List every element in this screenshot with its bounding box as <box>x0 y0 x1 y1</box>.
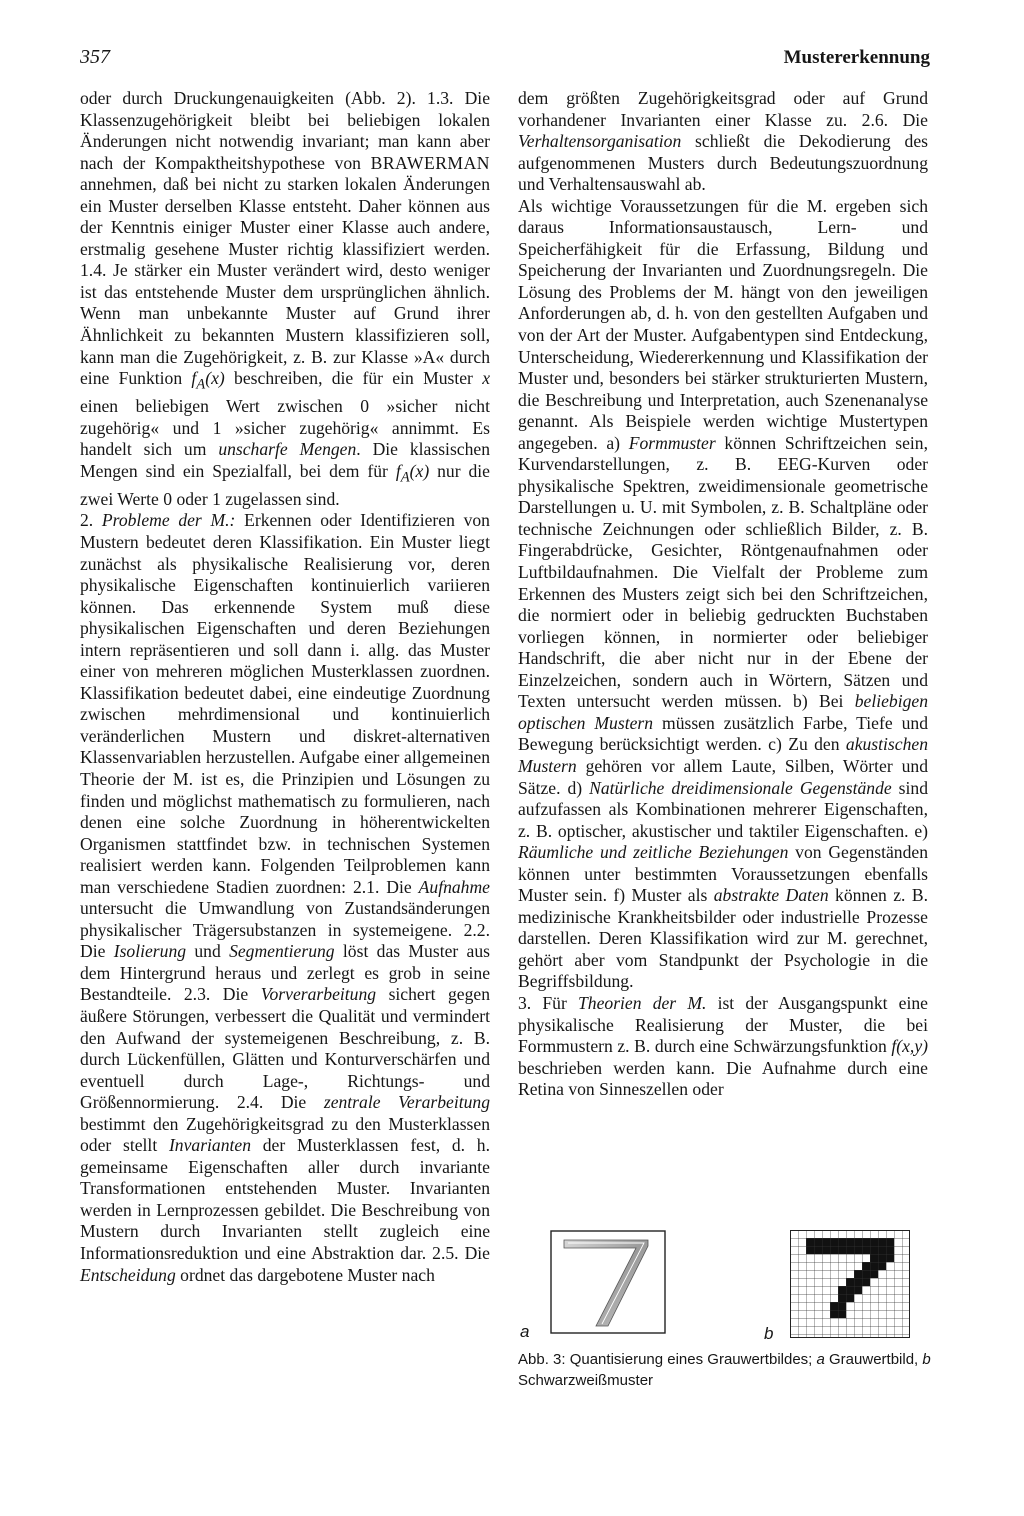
term-italic: Verhaltensorganisation <box>518 131 682 152</box>
text-run: beschreiben, die für ein Muster <box>224 368 483 389</box>
text-run: untersucht die Umwandlung von Zustandsänderungen physikalischer Trägersubstanzen in systemeigene. 2.2. Die <box>80 898 490 962</box>
figure-label-a: a <box>520 1322 530 1341</box>
term-italic: akustischen Mustern <box>518 734 928 776</box>
term-italic: Aufnahme <box>418 876 490 897</box>
term-italic: zentrale Verarbeitung <box>323 1092 490 1113</box>
binary-grid-seven-image <box>790 1230 910 1338</box>
text-run: gehören vor allem Laute, Silben, Wörter und Sätze. d) <box>518 755 928 798</box>
term-italic: unscharfe Mengen <box>218 439 357 460</box>
text-run: können z. B. medizinische Krankheitsbilder oder industrielle Prozesse darstellen. Deren Klassifikation wird zur M. gerechnet, gehört aber vom Standpunkt der Psychologie in die Begriffsbildung. <box>518 885 928 992</box>
page-number: 357 <box>80 46 110 68</box>
text-run: einen beliebigen Wert zwischen 0 »sicher nicht zugehörig« und 1 »sicher zugehörig« annimmt. Es handelt sich um <box>80 396 490 460</box>
text-run: schließt die Dekodierung des aufgenommenen Musters durch Bedeutungszuordnung und Verhaltensauswahl ab. <box>518 131 928 195</box>
text-run: sind aufzufassen als Kombinationen mehrerer Eigenschaften, z. B. optischer, akustischer und taktiler Eigenschaften. e) <box>518 777 928 841</box>
section-heading: Probleme der M.: <box>101 510 236 531</box>
term-italic: abstrakte Daten <box>713 885 829 906</box>
text-run: nur die zwei Werte 0 oder 1 zugelassen sind. <box>80 460 490 509</box>
term-italic: Natürliche dreidimensionale Gegenstände <box>589 777 892 798</box>
section-heading: Theorien der M. <box>578 992 707 1013</box>
math-arg: (x,y) <box>896 1036 928 1057</box>
term-italic: Isolierung <box>113 941 187 962</box>
left-paragraph-1 <box>80 88 490 510</box>
text-run: Erkennen oder Identifizieren von Mustern bedeutet deren Klassifikation. Ein Muster liegt zunächst als physikalische Realisierung vor, deren physikalische Eigenschaften kontinuierlich variieren können. Das erkennende System muß diese physikalischen Eigenschaften und deren Beziehungen intern repräsentieren und soll dann i. allg. das Muster einer von mehreren möglichen Musterklassen zuordnen. Klassifikation bedeutet dabei, eine eindeutige Zuordnung zwischen mehrdimensional und kontinuierlich veränderlichen Mustern und diskret-alternativen Klassenvariablen herzustellen. Aufgabe einer allgemeinen Theorie der M. ist es, die Prinzipien und Lösungen zu finden und möglichst mathematisch zu formulieren, nach denen eine solche Zuordnung in höherentwickelten Organismen stattfindet bzw. in technischen Systemen realisiert werden kann. Folgenden Teilproblemen kann man verschiedene Stadien zuordnen: 2.1. Die <box>80 510 490 897</box>
text-run: 3. Für <box>518 992 578 1013</box>
figure-label-b: b <box>764 1324 774 1343</box>
math-f: f <box>891 1036 897 1057</box>
text-run: dem größten Zugehörigkeitsgrad oder auf Grund vorhandener Invarianten einer Klasse zu. 2.6. Die <box>518 88 928 130</box>
caption-text: Schwarzweißmuster <box>518 1372 654 1389</box>
term-italic: beliebigen optischen Mustern <box>518 691 928 733</box>
math-arg: (x) <box>205 368 225 389</box>
text-run: beschrieben werden kann. Die Aufnahme durch eine Retina von Sinneszellen oder <box>518 1057 928 1100</box>
left-column <box>80 88 490 1286</box>
term-italic: Segmentierung <box>229 941 335 962</box>
text-run: und <box>186 941 230 962</box>
math-subscript: A <box>400 469 410 486</box>
text-run: ist der Ausgangspunkt eine physikalische Realisierung der Muster, die bei Formmustern z. B. durch eine Schwärzungsfunktion <box>518 992 928 1057</box>
text-run: können Schriftzeichen sein, Kurvendarstellungen, z. B. EEG-Kurven oder physikalische Spektren, zweidimensionale geometrische Darstellungen u. U. mit Symbolen, z. B. Schaltpläne oder technische Zeichnungen oder schließlich Bilder, z. B. Fingerabdrücke, Gesichter, Röntgenaufnahmen oder Luftbildaufnahmen. Die Vielfalt der Probleme zum Erkennen des Musters zeigt sich bei den Schriftzeichen, die normiert oder in beliebig gedruckten Buchstaben vorliegen können, in normierter oder beliebiger Handschrift, die aber nicht nur in der Ebene der Einzelzeichen, sondern auch in Wörtern, Sätzen und Texten untersucht werden müssen. b) Bei <box>518 432 928 712</box>
term-italic: Vorverarbeitung <box>260 984 377 1005</box>
text-run: oder durch Druckungenauigkeiten (Abb. 2). 1.3. Die Klassenzugehörigkeit bleibt bei beliebigen lokalen Änderungen nicht notwendig invariant; man kann aber nach der Kompaktheitshypothese von <box>80 88 490 173</box>
caption-text: Grauwertbild, <box>824 1351 923 1368</box>
right-column <box>518 88 928 1101</box>
text-run: bestimmt den Zugehörigkeitsgrad zu den Musterklassen oder stellt <box>80 1113 490 1156</box>
term-italic: Invarianten <box>168 1135 252 1156</box>
text-run: annehmen, daß bei nicht zu starken lokalen Änderungen ein Muster derselben Klasse entsteht. Daher können aus der Kenntnis einiger Muster einer Klasse auch andere, erstmalig gesehene Muster richtig klassifiziert werden. 1.4. Je stärker ein Muster verändert wird, desto weniger ist das entstehende Muster dem ursprünglichen ähnlich. Wenn man unbekannte Muster auf Grund ihrer Ähnlichkeit zu bekannten Mustern klassifizieren soll, kann man die Zugehörigkeit, z. B. zur Klasse »A« durch eine Funktion <box>80 174 490 389</box>
math-f: f <box>191 368 197 389</box>
term-italic: Formmuster <box>628 432 716 453</box>
text-run: löst das Muster aus dem Hintergrund heraus und zerlegt es grob in seine Bestandteile. 2.3. Die <box>80 941 491 1005</box>
text-run: ordnet das dargebotene Muster nach <box>175 1264 435 1285</box>
text-run: sichert gegen äußere Störungen, verbessert die Qualität und vermindert den Aufwand der systemeigenen Beschreibung, z. B. durch Lückenfüllen, Glätten und Konturverschärfen und eventuell durch Lage-, Richtungs- und Größennormierung. 2.4. Die <box>80 984 490 1113</box>
math-x: x <box>482 368 490 389</box>
text-run: Als wichtige Voraussetzungen für die M. ergeben sich daraus Informationsaustausch, Lern- und Speicherfähigkeit für die Erfassung, Bildung und Speicherung der Invarianten und Zuordnungsregeln. Die Lösung des Problems der M. hängt von den jeweiligen Anforderungen ab, d. h. von den gestellten Aufgaben und von der Art der Muster. Aufgabentypen sind Entdeckung, Unterscheidung, Wiedererkennung und Klassifikation der Muster und, besonders bei stärker strukturierten Mustern, die Beschreibung und Interpretation, auch Szenenanalyse genannt. Als Beispiele werden wichtige Mustertypen angegeben. a) <box>518 195 928 453</box>
right-paragraph-1 <box>518 88 928 196</box>
left-paragraph-2 <box>80 510 490 1286</box>
term-italic: Räumliche und zeitliche Beziehungen <box>518 842 789 863</box>
term-italic: Entscheidung <box>80 1264 176 1285</box>
right-paragraph-3 <box>518 993 928 1101</box>
caption-label-a: a <box>816 1351 825 1368</box>
author-name: BRAWERMAN <box>370 152 490 173</box>
right-paragraph-2 <box>518 196 928 993</box>
caption-text: Abb. 3: Quantisierung eines Grauwertbildes; <box>518 1351 817 1368</box>
text-run: müssen zusätzlich Farbe, Tiefe und Bewegung berücksichtigt werden. c) Zu den <box>518 712 929 755</box>
math-f: f <box>395 460 401 481</box>
math-arg: (x) <box>409 460 430 481</box>
text-run: . Die klassischen Mengen sind ein Spezialfall, bei dem für <box>80 439 490 481</box>
text-run: von Gegenständen können unter bestimmten Voraussetzungen ebenfalls Muster sein. f) Muster als <box>518 842 928 906</box>
running-title: Mustererkennung <box>783 47 930 68</box>
grayscale-seven-image <box>550 1230 666 1334</box>
text-run: der Musterklassen fest, d. h. gemeinsame Eigenschaften aller durch invariante Transformationen entstehenden Muster. Invarianten werden in Lernprozessen gebildet. Die Beschreibung von Mustern durch Invarianten stellt zugleich eine Informationsreduktion und eine Abstraktion dar. 2.5. Die <box>80 1135 490 1264</box>
caption-label-b: b <box>922 1351 931 1368</box>
figure-caption <box>518 1349 938 1391</box>
math-subscript: A <box>196 376 206 393</box>
text-run: 2. <box>80 510 102 531</box>
